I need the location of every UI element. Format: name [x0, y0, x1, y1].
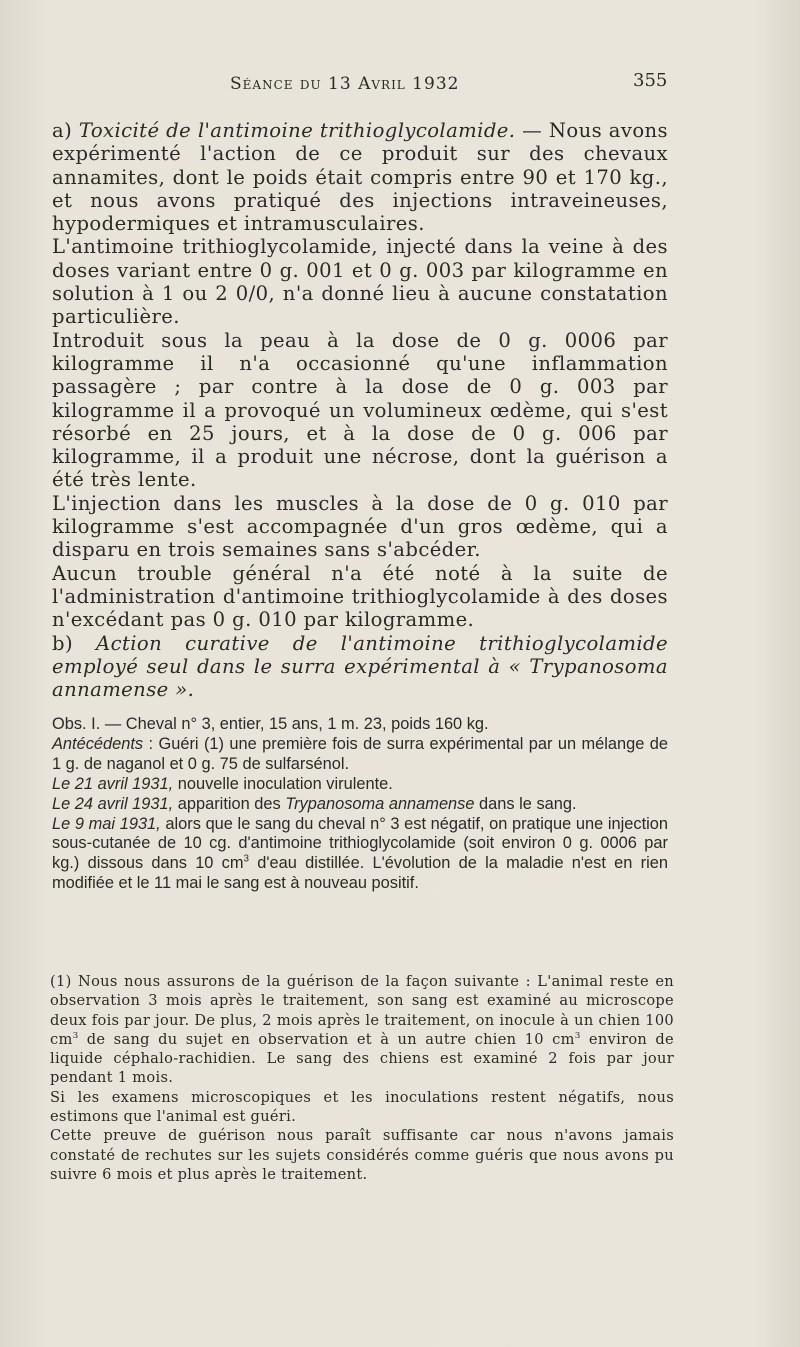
observation-entry-3 — [52, 815, 668, 895]
page-header — [0, 70, 800, 100]
section-a-title: Toxicité de l'antimoine trithioglycolamide. — [78, 119, 516, 142]
footnote-p1-mid: de sang du sujet en observation et à un autre chien 10 cm — [78, 1030, 575, 1048]
entry-3-text: alors que le sang du cheval n° 3 est négatif, on pratique une injection sous-cutanée de 10 cg. d'antimoine trithioglycolamide (soit environ 0 g. 0006 par kg.) dissous dans 10 cm — [52, 814, 668, 873]
footnote — [50, 972, 674, 1184]
entry-2-species: Trypanosoma annamense — [285, 794, 475, 813]
entry-3-date: Le 9 mai 1931, — [52, 814, 161, 833]
entry-2-date: Le 24 avril 1931, — [52, 794, 174, 813]
footnote-paragraph-1 — [50, 972, 674, 1088]
entry-3-superscript: 3 — [243, 853, 249, 865]
antecedents-label: Antécédents — [52, 734, 144, 753]
footnote-superscript-2: 3 — [574, 1031, 581, 1042]
entry-1-text: nouvelle inoculation virulente. — [173, 774, 393, 793]
entry-1-date: Le 21 avril 1931, — [52, 774, 174, 793]
section-a-text: — Nous avons expérimenté l'action de ce produit sur des chevaux annamites, dont le poids était compris entre 90 et 170 kg., et nous avons pratiqué des injections intraveineuses, hypodermiques et intramusculaires. — [52, 119, 669, 236]
paragraph-general-tolerance: Aucun trouble général n'a été noté à la suite de l'administration d'antimoine trithioglycolamide à des doses n'excédant pas 0 g. 010 par kilogramme. — [52, 561, 668, 632]
footnote-p1-end: environ de liquide céphalo-rachidien. Le sang des chiens est examiné 2 fois par jour pendant 1 mois. — [50, 1030, 674, 1087]
entry-2-text: apparition des — [173, 794, 286, 813]
footnote-paragraph-2: Si les examens microscopiques et les inoculations restent négatifs, nous estimons que l'animal est guéri. — [50, 1088, 674, 1126]
observation-entry-1 — [52, 775, 668, 795]
observation-block — [52, 715, 668, 894]
page-number: 355 — [633, 70, 668, 91]
section-a-paragraph — [52, 119, 668, 235]
paragraph-intravenous: L'antimoine trithioglycolamide, injecté dans la veine à des doses variant entre 0 g. 001 et 0 g. 003 par kilogramme en solution à 1 ou 2 0/0, n'a donné lieu à aucune constatation particulière. — [52, 235, 668, 329]
section-b-paragraph — [52, 632, 668, 702]
section-b-label: b) — [52, 631, 73, 655]
observation-entry-2 — [52, 795, 668, 815]
entry-3-end: d'eau distillée. L'évolution de la maladie n'est en rien modifiée et le 11 mai le sang est à nouveau positif. — [52, 854, 668, 893]
running-head: Séance du 13 Avril 1932 — [230, 74, 460, 94]
paragraph-intramuscular: L'injection dans les muscles à la dose de 0 g. 010 par kilogramme s'est accompagnée d'un gros œdème, qui a disparu en trois semaines sans s'abcéder. — [52, 491, 668, 562]
main-text — [52, 119, 668, 701]
footnote-paragraph-3: Cette preuve de guérison nous paraît suffisante car nous n'avons jamais constaté de rechutes sur les sujets considérés comme guéris que nous avons pu suivre 6 mois et plus après le traitement. — [50, 1127, 674, 1183]
section-a-label: a) — [52, 119, 73, 142]
section-b-title: Action curative de l'antimoine trithioglycolamide employé seul dans le surra expérimental à « Trypanosoma annamense ». — [52, 631, 668, 702]
entry-2-end: dans le sang. — [474, 794, 577, 813]
paragraph-subcutaneous: Introduit sous la peau à la dose de 0 g. 0006 par kilogramme il n'a occasionné qu'une inflammation passagère ; par contre à la dose de 0 g. 003 par kilogramme il a provoqué un volumineux œdème, qui s'est résorbé en 25 jours, et à la dose de 0 g. 006 par kilogramme, il a produit une nécrose, dont la guérison a été très lente. — [52, 328, 668, 492]
footnote-p1-start: (1) Nous nous assurons de la guérison de la façon suivante : L'animal reste en observation 3 mois après le traitement, son sang est examiné au microscope deux fois par jour. De plus, 2 mois après le traitement, on inocule à un chien 100 cm — [50, 973, 674, 1048]
observation-antecedents — [52, 735, 668, 775]
antecedents-text: : Guéri (1) une première fois de surra expérimental par un mélange de 1 g. de naganol et 0 g. 75 de sulfarsénol. — [52, 734, 668, 773]
observation-header: Obs. I. — Cheval n° 3, entier, 15 ans, 1 m. 23, poids 160 kg. — [52, 715, 489, 733]
footnote-superscript-1: 3 — [72, 1031, 79, 1042]
